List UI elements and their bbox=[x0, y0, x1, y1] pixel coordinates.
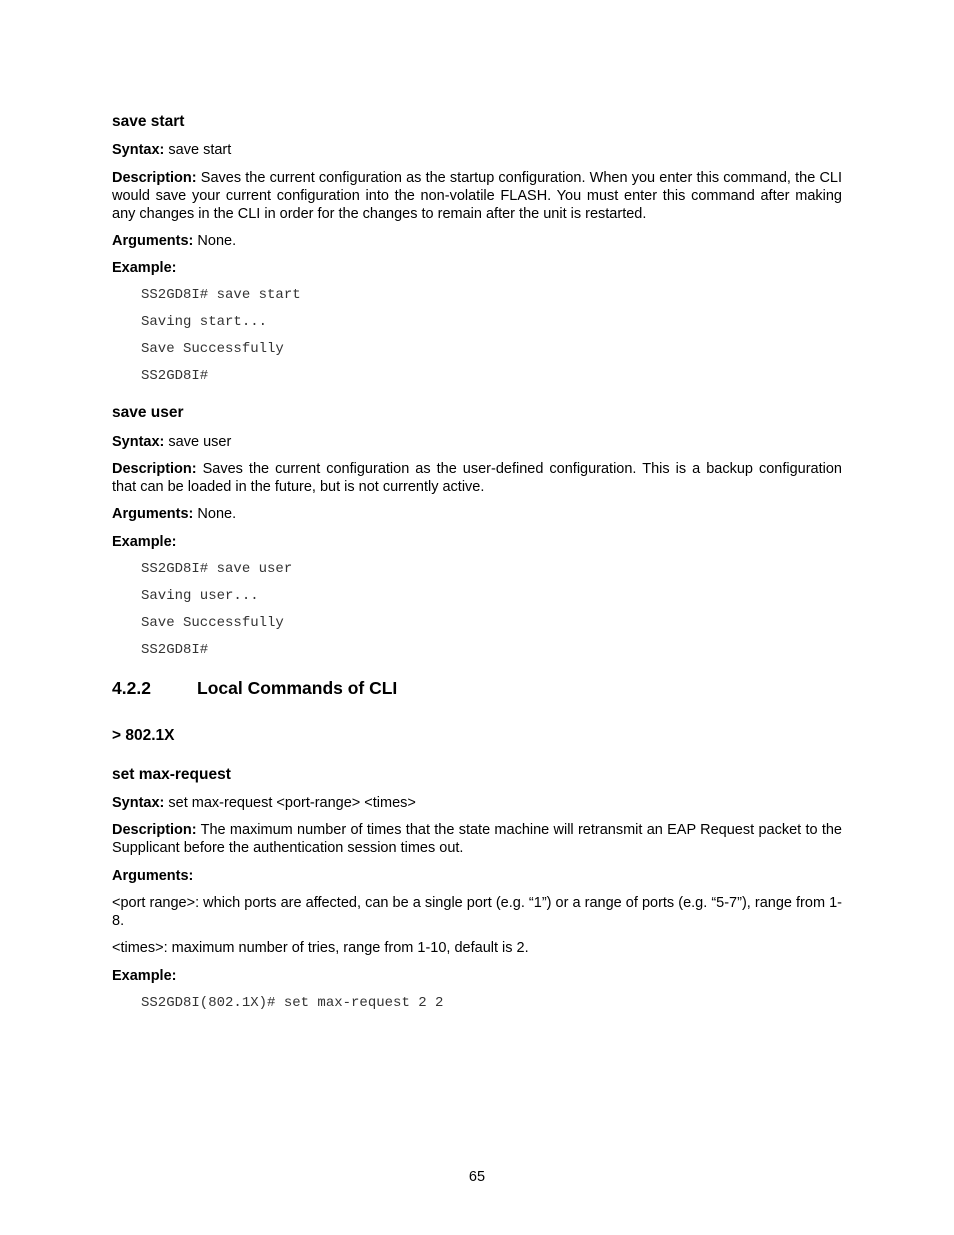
page-number: 65 bbox=[468, 1169, 486, 1185]
arguments-label: Arguments: bbox=[112, 506, 194, 522]
section-title: Local Commands of CLI bbox=[197, 678, 398, 698]
code-line: SS2GD8I# save user bbox=[141, 561, 293, 577]
code-line: SS2GD8I(802.1X)# set max-request 2 2 bbox=[141, 995, 444, 1011]
subsection-heading: > 802.1X bbox=[112, 727, 175, 744]
heading-save-start: save start bbox=[112, 113, 185, 130]
arguments-line bbox=[112, 232, 236, 250]
example-label: Example: bbox=[112, 534, 177, 550]
syntax-value: save user bbox=[168, 434, 232, 450]
syntax-label: Syntax: bbox=[112, 434, 165, 450]
code-line: Save Successfully bbox=[141, 615, 284, 631]
description-text: The maximum number of times that the state machine will retransmit an EAP Request packet to the Supplicant before the authentication session times out. bbox=[112, 822, 842, 856]
arguments-value: None. bbox=[197, 506, 237, 522]
syntax-line bbox=[112, 141, 231, 159]
section-number: 4.2.2 bbox=[112, 678, 151, 698]
arguments-label: Arguments: bbox=[112, 233, 194, 249]
code-line: Saving start... bbox=[141, 314, 268, 330]
code-line: SS2GD8I# bbox=[141, 642, 209, 658]
description-label: Description: bbox=[112, 461, 197, 477]
syntax-line bbox=[112, 433, 231, 451]
syntax-value: set max-request <port-range> <times> bbox=[168, 795, 416, 811]
example-label: Example: bbox=[112, 260, 177, 276]
description-paragraph bbox=[112, 460, 842, 496]
syntax-label: Syntax: bbox=[112, 142, 165, 158]
description-paragraph bbox=[112, 821, 842, 857]
code-line: Save Successfully bbox=[141, 341, 284, 357]
code-line: Saving user... bbox=[141, 588, 259, 604]
syntax-label: Syntax: bbox=[112, 795, 165, 811]
code-line: SS2GD8I# bbox=[141, 368, 209, 384]
description-text: Saves the current configuration as the user-defined configuration. This is a backup configuration that can be loaded in the future, but is not currently active. bbox=[112, 461, 842, 495]
arguments-line bbox=[112, 505, 236, 523]
example-label: Example: bbox=[112, 968, 177, 984]
code-line: SS2GD8I# save start bbox=[141, 287, 301, 303]
arguments-label: Arguments: bbox=[112, 868, 194, 884]
argument-times: <times>: maximum number of tries, range from 1-10, default is 2. bbox=[112, 940, 529, 956]
description-label: Description: bbox=[112, 170, 197, 186]
heading-save-user: save user bbox=[112, 404, 184, 421]
description-label: Description: bbox=[112, 822, 197, 838]
arguments-value: None. bbox=[197, 233, 237, 249]
heading-set-max-request: set max-request bbox=[112, 766, 231, 783]
syntax-line bbox=[112, 794, 416, 812]
description-paragraph bbox=[112, 169, 842, 223]
syntax-value: save start bbox=[168, 142, 232, 158]
description-text: Saves the current configuration as the startup configuration. When you enter this command, the CLI would save your current configuration into the non-volatile FLASH. You must enter this command after making any changes in the CLI in order for the changes to remain after the unit is restarted. bbox=[112, 170, 843, 222]
argument-port-range: <port range>: which ports are affected, can be a single port (e.g. “1”) or a range of ports (e.g. “5-7”), range from 1-8. bbox=[112, 895, 842, 929]
